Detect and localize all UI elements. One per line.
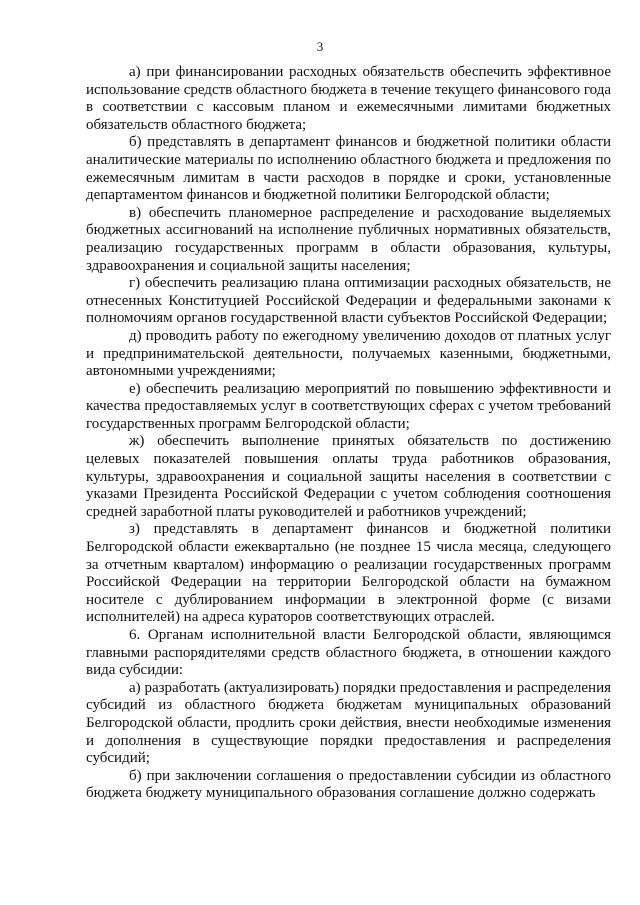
page-number: 3	[316, 39, 324, 54]
paragraph-5b: б) представлять в департамент финансов и бюджетной политики области аналитические материалы по исполнению областного бюджета и предложения по ежемесячным лимитам в части расходов в порядке и сроки, установленные департаментом финансов и бюджетной политики Белгородской области;	[86, 134, 611, 204]
paragraph-5a: а) при финансировании расходных обязательств обеспечить эффективное использование средств областного бюджета в течение текущего финансового года в соответствии с кассовым планом и ежемесячными лимитами бюджетных обязательств областного бюджета;	[86, 64, 611, 133]
paragraph-5e: е) обеспечить реализацию мероприятий по повышению эффективности и качества предоставляемых услуг в соответствующих сферах с учетом требований государственных программ Белгородской области;	[86, 380, 611, 432]
paragraph-6: 6. Органам исполнительной власти Белгородской области, являющимся главными распорядителями средств областного бюджета, в отношении каждого вида субсидии:	[86, 627, 611, 679]
paragraph-5zh: ж) обеспечить выполнение принятых обязательств по достижению целевых показателей повышения оплаты труда работников образования, культуры, здравоохранения и социальной защиты населения в соответствии с указами Президента Российской Федерации с учетом соблюдения соотношения средней заработной платы руководителей и работников учреждений;	[86, 433, 611, 520]
paragraph-5d: д) проводить работу по ежегодному увеличению доходов от платных услуг и предпринимательской деятельности, получаемых казенными, бюджетными, автономными учреждениями;	[86, 327, 611, 380]
paragraph-6a: а) разработать (актуализировать) порядки предоставления и распределения субсидий из областного бюджета бюджетам муниципальных образований Белгородской области, продлить сроки действия, внести необходимые изменения и дополнения в существующие порядки предоставления и распределения субсидий;	[86, 679, 611, 767]
paragraph-5g: г) обеспечить реализацию плана оптимизации расходных обязательств, не отнесенных Конституцией Российской Федерации и федеральными законами к полномочиям органов государственной власти субъектов Российской Федерации;	[86, 275, 611, 327]
paragraph-6b: б) при заключении соглашения о предоставлении субсидии из областного бюджета бюджету муниципального образования соглашение должно содержать	[86, 767, 611, 802]
paragraph-5v: в) обеспечить планомерное распределение и расходование выделяемых бюджетных ассигнований на исполнение публичных нормативных обязательств, реализацию государственных программ в области образования, культуры, здравоохранения и социальной защиты населения;	[86, 204, 611, 274]
document-body	[86, 64, 611, 803]
paragraph-5z: з) представлять в департамент финансов и бюджетной политики Белгородской области ежеквартально (не позднее 15 числа месяца, следующего за отчетным кварталом) информацию о реализации государственных программ Российской Федерации на территории Белгородской области на бумажном носителе с дублированием информации в электронной форме (с визами исполнителей) на адреса кураторов соответствующих отраслей.	[86, 521, 611, 626]
